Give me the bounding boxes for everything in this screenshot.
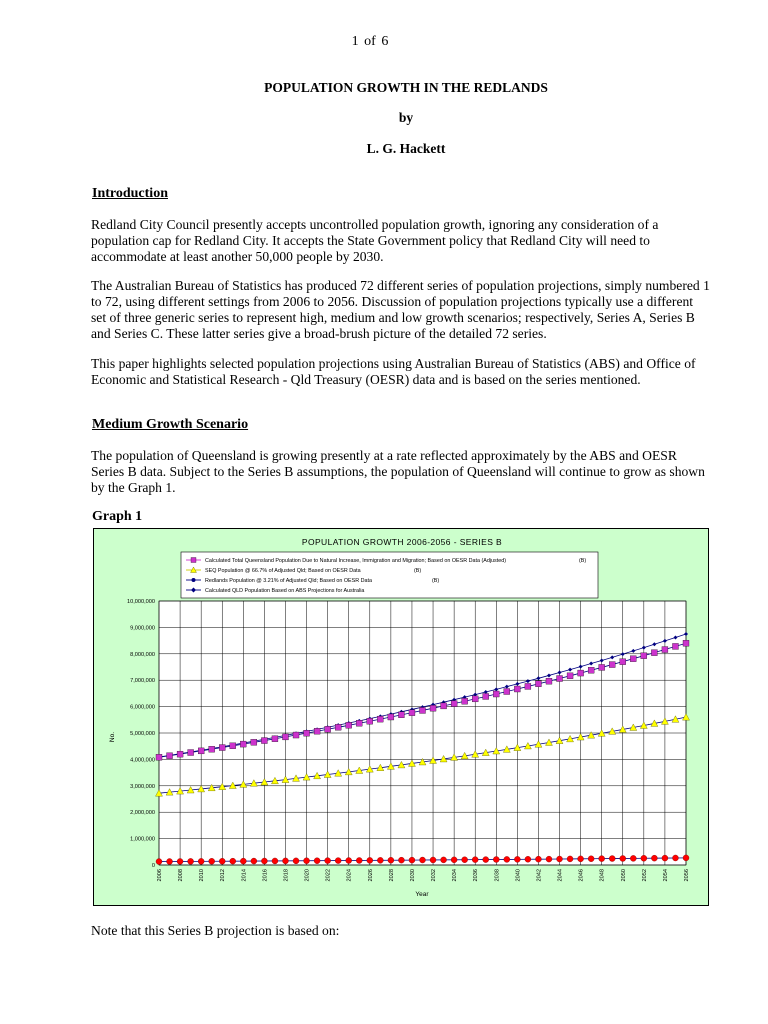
series-point bbox=[356, 857, 362, 863]
y-tick-label: 7,000,000 bbox=[130, 678, 155, 685]
series-point bbox=[472, 857, 478, 863]
x-tick-label: 2054 bbox=[662, 869, 669, 882]
series-point bbox=[557, 676, 563, 682]
series-point bbox=[325, 858, 331, 864]
x-tick-label: 2050 bbox=[620, 869, 627, 882]
series-point bbox=[356, 720, 362, 726]
x-tick-label: 2056 bbox=[684, 869, 690, 882]
series-point bbox=[388, 857, 394, 863]
x-tick-label: 2022 bbox=[325, 869, 332, 882]
y-axis-label: No. bbox=[109, 731, 116, 743]
series-point bbox=[578, 670, 584, 676]
series-point bbox=[588, 856, 594, 862]
series-point bbox=[462, 857, 468, 863]
series-point bbox=[683, 640, 689, 646]
series-point bbox=[662, 647, 668, 653]
series-point bbox=[346, 722, 352, 728]
legend-item-qld-abs bbox=[186, 588, 364, 595]
series-point bbox=[398, 857, 404, 863]
series-point bbox=[367, 857, 373, 863]
series-point bbox=[325, 726, 331, 732]
series-point bbox=[535, 856, 541, 862]
series-point bbox=[388, 714, 394, 720]
y-axis-ticks bbox=[127, 599, 155, 869]
series-point bbox=[630, 855, 636, 861]
series-point bbox=[546, 856, 552, 862]
x-tick-label: 2030 bbox=[409, 869, 416, 882]
series-point bbox=[641, 855, 647, 861]
series-point bbox=[609, 662, 615, 668]
legend-suffix-seq: (B) bbox=[414, 568, 422, 574]
byline: by bbox=[398, 110, 414, 125]
x-tick-label: 2034 bbox=[452, 869, 459, 882]
document-title: POPULATION GROWTH IN THE REDLANDS bbox=[264, 80, 548, 95]
series-point bbox=[282, 858, 288, 864]
series-point bbox=[219, 745, 225, 751]
series-point bbox=[209, 858, 215, 864]
series-point bbox=[493, 691, 499, 697]
intro-paragraph-2: The Australian Bureau of Statistics has produced 72 different series of population projections, simply numbered 1 to 72, using different settings from 2006 to 2056. Discussion of population projections typically use a different set of three generic series to represent high, medium and low growth scenarios; respectively, Series A, Series B and Series C. These latter series give a broad-brush picture of the detailed 72 series. bbox=[91, 278, 710, 341]
series-point bbox=[177, 858, 183, 864]
x-tick-label: 2012 bbox=[220, 869, 227, 882]
x-tick-label: 2016 bbox=[262, 869, 269, 882]
series-point bbox=[672, 643, 678, 649]
series-point bbox=[304, 858, 310, 864]
series-point bbox=[377, 857, 383, 863]
legend-label-qld-abs: Calculated QLD Population Based on ABS Projections for Australia bbox=[205, 588, 365, 594]
series-point bbox=[472, 696, 478, 702]
series-point bbox=[409, 710, 415, 716]
series-point bbox=[230, 743, 236, 749]
series-point bbox=[261, 738, 267, 744]
population-chart bbox=[93, 528, 709, 906]
medium-growth-heading: Medium Growth Scenario bbox=[92, 417, 249, 432]
series-point bbox=[219, 858, 225, 864]
intro-paragraph-3: This paper highlights selected population projections using Australian Bureau of Statistics (ABS) and Office of Economic and Statistical Research - Qld Treasury (OESR) data and is based on the series mentioned. bbox=[91, 356, 696, 387]
y-tick-label: 2,000,000 bbox=[130, 810, 155, 817]
page-number: 1 of 6 bbox=[351, 34, 389, 49]
series-point bbox=[630, 656, 636, 662]
series-point bbox=[335, 724, 341, 730]
y-tick-label: 0 bbox=[151, 863, 155, 869]
series-point bbox=[567, 673, 573, 679]
x-tick-label: 2036 bbox=[473, 869, 480, 882]
chart-legend bbox=[181, 552, 598, 598]
series-point bbox=[578, 856, 584, 862]
series-point bbox=[514, 686, 520, 692]
series-point bbox=[525, 856, 531, 862]
x-tick-label: 2038 bbox=[494, 869, 501, 882]
x-axis-label: Year bbox=[415, 891, 429, 898]
x-tick-label: 2032 bbox=[431, 869, 438, 882]
series-point bbox=[420, 857, 426, 863]
series-point bbox=[420, 707, 426, 713]
series-point bbox=[261, 858, 267, 864]
y-tick-label: 10,000,000 bbox=[127, 599, 155, 605]
series-point bbox=[304, 730, 310, 736]
series-point bbox=[504, 689, 510, 695]
series-point bbox=[599, 856, 605, 862]
y-tick-label: 8,000,000 bbox=[130, 651, 155, 658]
series-point bbox=[335, 858, 341, 864]
x-tick-label: 2028 bbox=[388, 869, 395, 882]
graph-note: Note that this Series B projection is based on: bbox=[91, 923, 340, 938]
series-point bbox=[240, 858, 246, 864]
x-tick-label: 2014 bbox=[241, 869, 248, 882]
series-point bbox=[198, 858, 204, 864]
series-point bbox=[167, 753, 173, 759]
y-tick-label: 6,000,000 bbox=[130, 704, 155, 711]
series-point bbox=[314, 858, 320, 864]
x-tick-label: 2024 bbox=[346, 869, 353, 882]
series-point bbox=[198, 748, 204, 754]
series-point bbox=[441, 857, 447, 863]
series-point bbox=[609, 856, 615, 862]
series-point bbox=[535, 681, 541, 687]
series-point bbox=[504, 856, 510, 862]
x-tick-label: 2018 bbox=[283, 869, 290, 882]
series-point bbox=[493, 857, 499, 863]
series-point bbox=[251, 739, 257, 745]
medium-growth-paragraph: The population of Queensland is growing presently at a rate reflected approximately by the ABS and OESR Series B data. Subject to the Series B assumptions, the population of Queensland will continue to grow as shown by the Graph 1. bbox=[91, 448, 705, 495]
series-point bbox=[230, 858, 236, 864]
series-point bbox=[620, 659, 626, 665]
series-point bbox=[641, 653, 647, 659]
series-point bbox=[430, 705, 436, 711]
y-tick-label: 1,000,000 bbox=[130, 836, 155, 843]
series-point bbox=[588, 667, 594, 673]
series-point bbox=[483, 693, 489, 699]
series-point bbox=[599, 664, 605, 670]
series-point bbox=[462, 698, 468, 704]
series-point bbox=[167, 858, 173, 864]
x-axis-ticks bbox=[157, 869, 690, 881]
series-point bbox=[367, 718, 373, 724]
series-point bbox=[451, 857, 457, 863]
introduction-heading: Introduction bbox=[92, 186, 168, 201]
series-point bbox=[409, 857, 415, 863]
series-point bbox=[293, 858, 299, 864]
series-point bbox=[651, 855, 657, 861]
series-point bbox=[672, 855, 678, 861]
y-tick-label: 5,000,000 bbox=[130, 731, 155, 737]
series-point bbox=[272, 736, 278, 742]
legend-label-qld-oesr: Calculated Total Queensland Population Due to Natural Increase, Immigration and Migration; Based on OESR Data (Adjusted) bbox=[205, 558, 507, 564]
y-tick-label: 3,000,000 bbox=[130, 783, 155, 790]
legend-suffix-redlands: (B) bbox=[432, 578, 440, 584]
series-point bbox=[209, 746, 215, 752]
legend-suffix-qld-oesr: (B) bbox=[579, 558, 587, 564]
series-point bbox=[156, 859, 162, 865]
series-point bbox=[156, 754, 162, 760]
y-tick-label: 9,000,000 bbox=[130, 625, 155, 632]
series-point bbox=[398, 712, 404, 718]
legend-label-seq: SEQ Population @ 66.7% of Adjusted Qld; Based on OESR Data bbox=[205, 568, 361, 574]
chart-svg bbox=[94, 529, 710, 907]
series-point bbox=[441, 703, 447, 709]
x-tick-label: 2052 bbox=[641, 869, 648, 882]
series-point bbox=[346, 858, 352, 864]
series-point bbox=[251, 858, 257, 864]
series-point bbox=[546, 678, 552, 684]
author: L. G. Hackett bbox=[366, 141, 446, 156]
series-point bbox=[651, 650, 657, 656]
series-point bbox=[430, 857, 436, 863]
series-point bbox=[557, 856, 563, 862]
y-tick-label: 4,000,000 bbox=[130, 757, 155, 764]
x-tick-label: 2046 bbox=[578, 869, 585, 882]
series-point bbox=[282, 734, 288, 740]
series-point bbox=[483, 857, 489, 863]
series-point bbox=[314, 728, 320, 734]
x-tick-label: 2020 bbox=[304, 869, 311, 882]
x-tick-label: 2010 bbox=[199, 869, 206, 882]
series-point bbox=[293, 732, 299, 738]
series-point bbox=[188, 858, 194, 864]
series-point bbox=[514, 856, 520, 862]
intro-paragraph-1: Redland City Council presently accepts uncontrolled population growth, ignoring any consideration of a population cap for Redland City. It accepts the State Government policy that Redland City will need to accommodate at least another 50,000 people by 2030. bbox=[91, 217, 659, 264]
x-tick-label: 2042 bbox=[536, 869, 543, 882]
x-tick-label: 2008 bbox=[178, 869, 185, 882]
x-tick-label: 2006 bbox=[157, 869, 163, 882]
x-tick-label: 2048 bbox=[599, 869, 606, 882]
legend-label-redlands: Redlands Population @ 3.21% of Adjusted Qld; Based on OESR Data bbox=[205, 578, 372, 584]
chart-title: POPULATION GROWTH 2006-2056 - SERIES B bbox=[301, 537, 503, 547]
graph-label: Graph 1 bbox=[92, 509, 143, 524]
x-tick-label: 2040 bbox=[515, 869, 522, 882]
series-point bbox=[377, 716, 383, 722]
series-point bbox=[662, 855, 668, 861]
series-point bbox=[240, 741, 246, 747]
series-point bbox=[451, 701, 457, 707]
series-point bbox=[683, 855, 689, 861]
series-point bbox=[567, 856, 573, 862]
series-point bbox=[620, 855, 626, 861]
series-point bbox=[177, 751, 183, 757]
series-point bbox=[188, 750, 194, 756]
series-point bbox=[525, 683, 531, 689]
series-point bbox=[272, 858, 278, 864]
x-tick-label: 2026 bbox=[367, 869, 374, 882]
x-tick-label: 2044 bbox=[557, 869, 564, 882]
